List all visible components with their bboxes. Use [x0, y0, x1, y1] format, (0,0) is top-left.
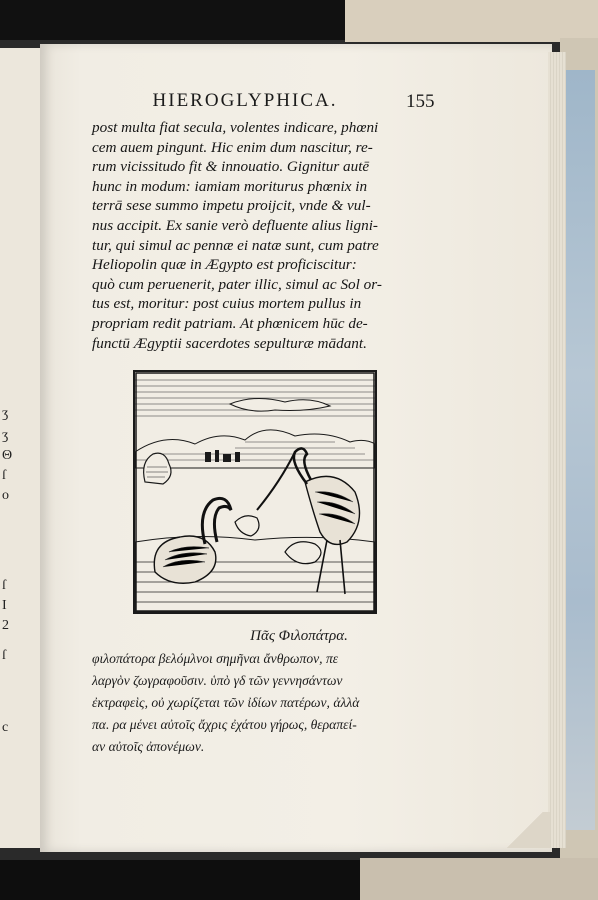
greek-caption: Πᾶς Φιλοπάτρα.: [250, 628, 348, 644]
page-edges: [548, 52, 566, 848]
text-line: cem auem pingunt. Hic enim dum nascitur, re-: [92, 138, 373, 156]
page-corner-fold: [500, 812, 550, 848]
facing-page-fragment: o: [2, 488, 9, 503]
text-line: ἐκτραφεὶς, οὐ χωρίζεται τῶν ἰδίων πατέρων, ἀλλὰ: [92, 695, 360, 710]
text-line: hunc in modum: iamiam moriturus phœnix in: [92, 177, 368, 195]
facing-page-left: [0, 48, 43, 848]
text-line: rum vicissitudo fit & innouatio. Gignitur autē: [92, 158, 370, 176]
board-background-bottom-right: [360, 858, 598, 900]
woodcut-illustration: [133, 370, 377, 614]
young-bird-body: [154, 536, 216, 583]
text-line: nus accipit. Ex sanie verò defluente alius ligni-: [92, 216, 378, 234]
show-through-text: [385, 505, 515, 635]
text-line: terrā sese summo impetu proijcit, vnde & vul-: [92, 197, 371, 215]
facing-page-fragment: c: [2, 720, 9, 735]
latin-text-block: [92, 118, 452, 353]
parent-bird-body: [305, 476, 360, 544]
woodcut-drawing: [135, 372, 375, 612]
text-line: φιλοπάτορα βελόμλνοι σημῆναι ἄνθρωπον, πε: [92, 651, 339, 666]
text-line: λαργὸν ζωγραφοῦσιν. ὑπὸ γδ τῶν γεννησάντων: [92, 673, 343, 688]
text-line: functū Ægyptii sacerdotes sepulturæ mādant.: [92, 334, 367, 352]
facing-page-fragment: I: [2, 598, 7, 613]
facing-page-fragment: Θ: [2, 448, 13, 463]
running-head: HIEROGLYPHICA.: [152, 90, 338, 111]
facing-page-fragment: ʒ: [2, 428, 9, 443]
text-line: Heliopolin quæ in Ægypto est proficiscitur:: [92, 256, 357, 274]
text-line: tur, qui simul ac pennæ ei natæ sunt, cum patre: [92, 236, 379, 254]
greek-text-block: [92, 648, 452, 758]
cloud: [230, 398, 330, 411]
page-number: 155: [406, 91, 435, 112]
facing-page-fragment: 2: [2, 618, 9, 633]
board-background-top-right: [345, 0, 598, 42]
facing-page-fragment: ſ: [2, 578, 6, 593]
tree-left: [144, 453, 171, 484]
facing-page-fragment: ʒ: [2, 406, 9, 421]
text-line: αν αὐτοῖς ἀπονέμων.: [92, 739, 205, 754]
text-line: tus est, moritur: post cuius mortem pullus in: [92, 295, 362, 313]
distant-hills: [135, 430, 375, 468]
plant-bud: [235, 516, 259, 536]
text-line: post multa fiat secula, volentes indicare, phœni: [92, 119, 379, 136]
text-line: propriam redit patriam. At phœnicem hūc de-: [92, 314, 368, 332]
text-line: quò cum peruenerit, pater illic, simul ac Sol or-: [92, 275, 382, 293]
text-line: πα. ρα μένει αὐτοῖς ἄχρις ἐχάτου γήρως, θεραπεί-: [92, 717, 357, 732]
facing-page-fragment: ſ: [2, 468, 6, 483]
blue-paper-cover-edge: [565, 70, 595, 830]
facing-page-fragment: ſ: [2, 648, 6, 663]
